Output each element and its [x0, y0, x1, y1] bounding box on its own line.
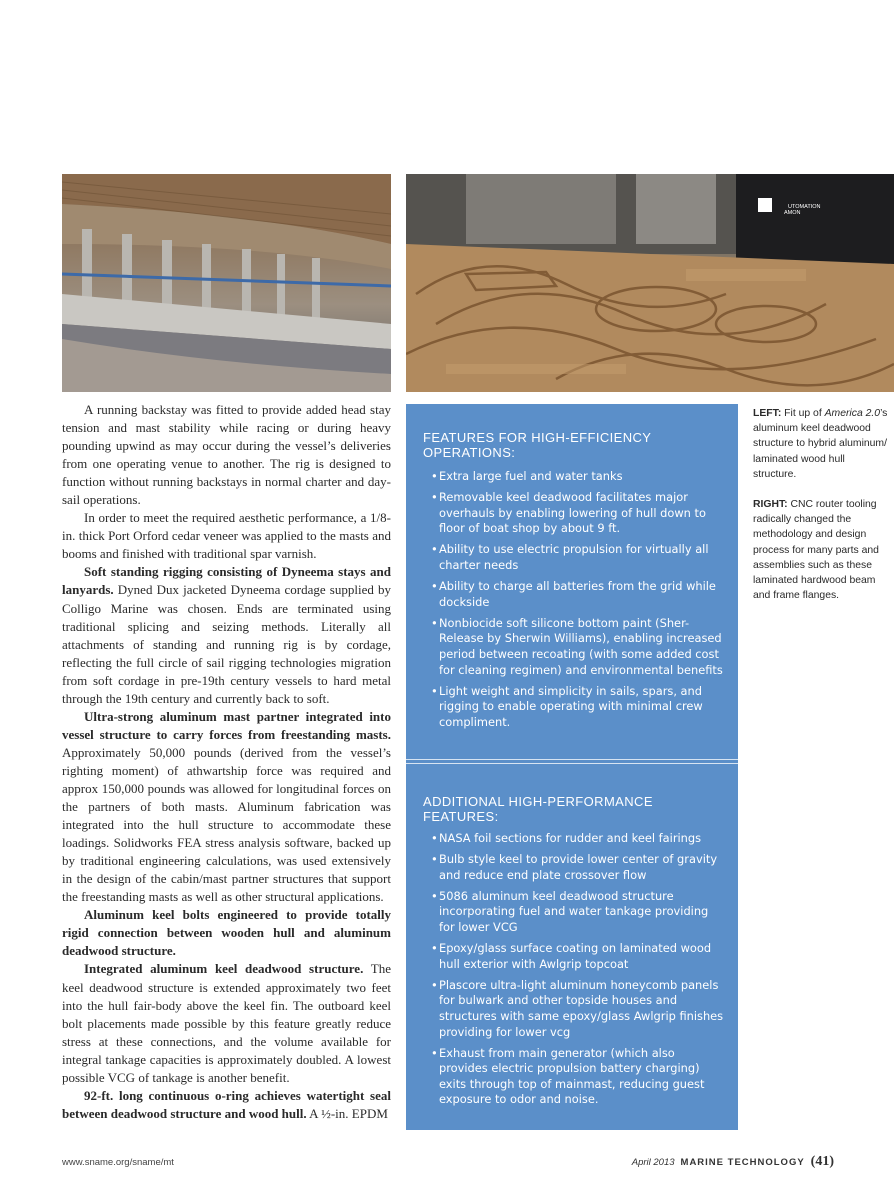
text-o-ring: A ½-in. EPDM: [306, 1105, 388, 1121]
paragraph-keel-bolts: [62, 906, 391, 960]
footer-issue: [632, 1154, 834, 1170]
caption-right-label: RIGHT:: [753, 499, 788, 511]
performance-features-list: [423, 831, 724, 1108]
page-number: (41): [810, 1154, 834, 1169]
photo-captions: [753, 406, 888, 618]
cnc-router-photo: [406, 174, 894, 392]
sign-line1: UTOMATION: [788, 204, 821, 210]
performance-feature-item: • Plascore ultra-light aluminum honeycomb panels for bulwark and other topside houses and structures with same epoxy/glass Awlgrip finishes providing for lower vcg: [423, 978, 724, 1040]
footer-date: April 2013: [631, 1157, 675, 1168]
footer-url[interactable]: www.sname.org/sname/mt: [62, 1157, 174, 1168]
efficiency-feature-item: • Removable keel deadwood facilitates major overhauls by enabling lowering of hull down to floor of boat shop by about 9 ft.: [423, 490, 724, 537]
paragraph-mast-partner: [62, 708, 391, 907]
caption-left-label: LEFT:: [753, 408, 782, 419]
efficiency-feature-item: • Ability to charge all batteries from the grid while dockside: [423, 579, 724, 610]
paragraph-backstay: A running backstay was fitted to provide added head stay tension and mast stability while racing or during heavy pounding upwind as may occur during the vessel’s deliveries from one operating venue to another. The rig is designed to function without running backstays in normal charter and day-sail operations.: [62, 402, 391, 508]
performance-features-heading: ADDITIONAL HIGH-PERFORMANCE FEATURES:: [423, 794, 653, 824]
caption-left-text: Fit up of: [781, 408, 825, 419]
heading-keel-bolts: Aluminum keel bolts engineered to provide totally rigid connection between wooden hull and aluminum deadwood structure.: [62, 907, 391, 959]
heading-o-ring: 92-ft. long continuous o-ring achieves watertight seal between deadwood structure and wood hull.: [62, 1087, 391, 1121]
efficiency-feature-item: • Ability to use electric propulsion for virtually all charter needs: [423, 542, 724, 573]
efficiency-features-list: [423, 469, 724, 730]
efficiency-feature-item: • Light weight and simplicity in sails, spars, and rigging to enable operating with minimal crew compliment.: [423, 684, 724, 731]
efficiency-feature-item: • Extra large fuel and water tanks: [423, 469, 724, 485]
performance-feature-item: • Bulb style keel to provide lower center of gravity and reduce end plate crossover flow: [423, 852, 724, 883]
article-body: [62, 401, 391, 1123]
heading-soft-rigging: Soft standing rigging consisting of Dyneema stays and lanyards.: [62, 564, 391, 598]
keel-deadwood-photo: [62, 174, 391, 392]
caption-left-text-2: ’s aluminum keel deadwood structure to hybrid aluminum/ laminated wood hull structure.: [753, 408, 888, 480]
text-mast-partner: Approximately 50,000 pounds (derived from the vessel’s righting moment) of athwartship force was required and approx 150,000 pounds was allowed for longitudinal forces on the partners of both masts. Aluminum fabrication was integrated into the hull structure to accommodate these loadings. Solidworks FEA stress analysis software, backed up by traditional engineering calculations, was used extensively in the design of the cabin/mast partner structures that support the freestanding masts as well as other structural applications.: [62, 744, 391, 905]
efficiency-feature-item: • Nonbiocide soft silicone bottom paint (Sher-Release by Sherwin Williams), enabling increased period between recoating (with some added cost for cleaning regimen) and environmental benefits: [423, 616, 724, 678]
paragraph-cedar-veneer: In order to meet the required aesthetic performance, a 1/8-in. thick Port Orford cedar veneer was applied to the masts and booms and finished with traditional spar varnish.: [62, 510, 391, 562]
text-keel-deadwood: The keel deadwood structure is extended approximately two feet into the hull fair-body above the keel fin. The outboard keel bolt placements made possible by this feature greatly reduce stress at these connections, and the volume available for integral tankage capacities is approximately doubled. A lowest possible VCG of tankage is another benefit.: [62, 961, 391, 1085]
features-sidebar: [406, 404, 738, 1130]
efficiency-features-section: [423, 430, 724, 736]
sign-line2: AMON: [784, 210, 801, 216]
caption-left: [753, 406, 888, 482]
footer-magazine: MARINE TECHNOLOGY: [680, 1157, 805, 1168]
paragraph-o-ring: [62, 1087, 391, 1123]
sidebar-divider: [406, 763, 738, 764]
efficiency-features-heading: FEATURES FOR HIGH-EFFICIENCY OPERATIONS:: [423, 430, 652, 460]
paragraph-soft-rigging: [62, 563, 391, 707]
performance-features-section: [423, 794, 724, 1114]
caption-right-text: CNC router tooling radically changed the methodology and design process for many parts and assemblies such as these laminated hardwood beam and frame flanges.: [753, 499, 879, 602]
heading-mast-partner: Ultra-strong aluminum mast partner integrated into vessel structure to carry forces from freestanding masts.: [62, 708, 391, 742]
performance-feature-item: • 5086 aluminum keel deadwood structure incorporating fuel and water tankage providing for lower VCG: [423, 889, 724, 936]
cnc-router-illustration: [406, 174, 894, 392]
performance-feature-item: • Exhaust from main generator (which also provides electric propulsion battery charging) exits through top of mainmast, reducing guest exposure to odor and noise.: [423, 1046, 724, 1108]
text-soft-rigging: Dyned Dux jacketed Dyneema cordage supplied by Colligo Marine was chosen. Ends are terminated using traditional splicing and seizing methods. Literally all attachments of standing and running rig is by cordage, reflecting the full circle of sail rigging technologies migration from soft cordage in pre-19th century vessels to hard metal through the 19th century and currently back to soft.: [62, 582, 391, 706]
sidebar-divider: [406, 759, 738, 760]
performance-feature-item: • NASA foil sections for rudder and keel fairings: [423, 831, 724, 847]
performance-feature-item: • Epoxy/glass surface coating on laminated wood hull exterior with Awlgrip topcoat: [423, 941, 724, 972]
paragraph-keel-deadwood: [62, 960, 391, 1086]
caption-right: [753, 497, 888, 603]
heading-keel-deadwood: Integrated aluminum keel deadwood structure.: [84, 961, 364, 977]
keel-deadwood-illustration: [62, 174, 391, 392]
vessel-name: America 2.0: [824, 408, 881, 419]
